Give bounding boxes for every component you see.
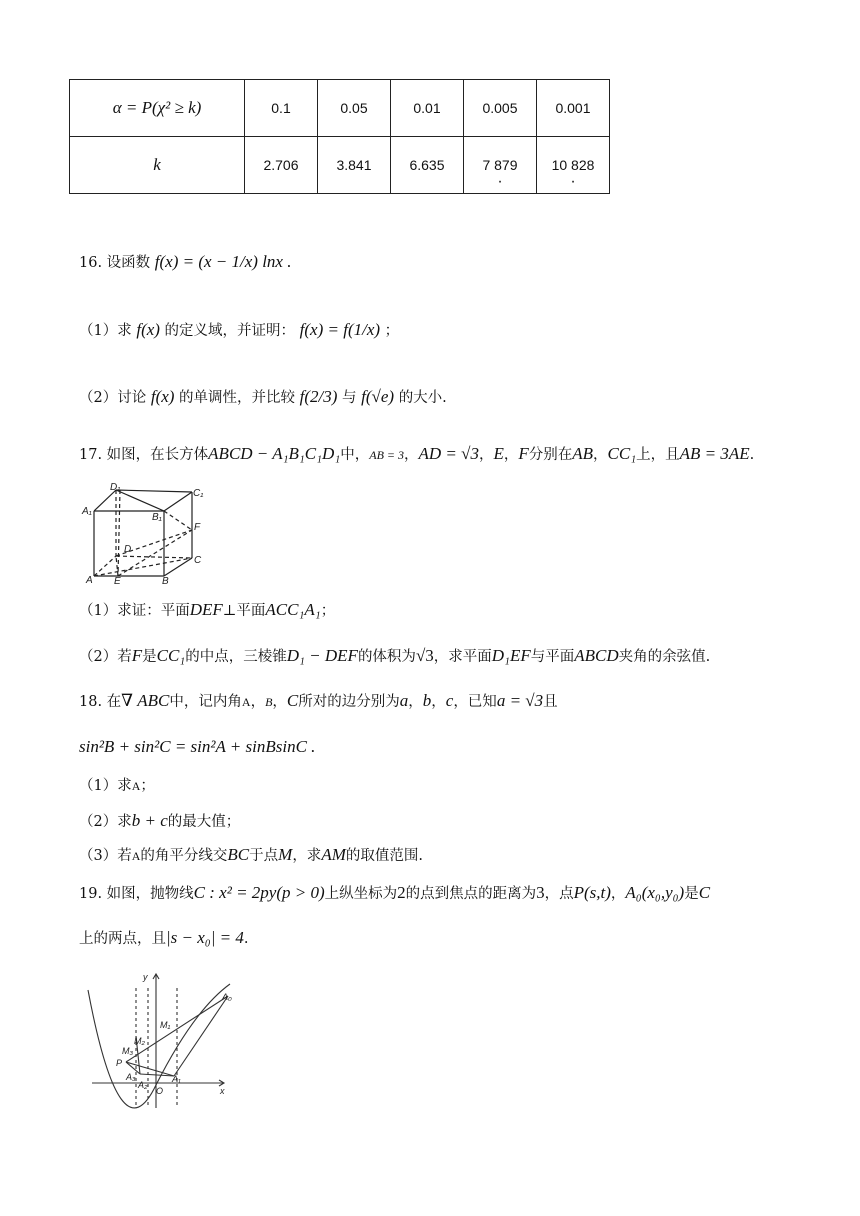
formula: A <box>241 695 251 709</box>
formula: AB <box>572 444 594 463</box>
text: 与平面 <box>530 649 575 665</box>
text: ，已知 <box>453 694 497 710</box>
q19-stem <box>79 883 710 904</box>
text: 如图，在长方体 <box>106 447 209 463</box>
k-cell: 6.635 <box>391 137 464 194</box>
formula: AB = 3AE <box>679 444 750 463</box>
formula: C <box>698 883 711 902</box>
text: （2）求 <box>79 814 132 830</box>
k-value: 7 879 · <box>482 157 517 173</box>
text: 的单调性，并比较 <box>179 390 296 406</box>
text: ，求 <box>292 848 322 864</box>
text: 在 <box>106 694 122 710</box>
text: . <box>749 447 755 463</box>
formula: F <box>131 646 143 665</box>
vertex-label: B <box>162 576 169 587</box>
formula: ABCD <box>574 646 619 665</box>
point-label: A₀ <box>222 992 232 1002</box>
q16-part1 <box>79 320 399 341</box>
text: ， <box>610 886 626 902</box>
q16-stem <box>79 252 291 273</box>
text: ， <box>408 694 423 710</box>
point-label: M₂ <box>134 1036 145 1046</box>
text: 分别在 <box>528 447 573 463</box>
formula: BC <box>227 845 250 864</box>
vertex-label: A₁ <box>82 506 92 517</box>
question-number: 18. <box>79 694 103 710</box>
alpha-cell: 0.001 <box>537 80 610 137</box>
formula: A <box>131 849 141 863</box>
text: ； <box>384 323 400 339</box>
formula: 3 <box>536 883 545 902</box>
text: 所对的边分别为 <box>298 694 400 710</box>
text: 的取值范围. <box>345 848 423 864</box>
point-label: M₁ <box>160 1020 171 1030</box>
axis-label: y <box>143 972 148 982</box>
q18-condition <box>79 737 315 758</box>
vertex-label: B₁ <box>152 512 162 523</box>
q18-part1 <box>79 776 155 796</box>
alpha-row <box>70 80 610 137</box>
formula: f(x) <box>150 387 175 406</box>
formula: f(x) = (x − 1/x) lnx . <box>154 252 292 271</box>
k-cell: 2.706 <box>245 137 318 194</box>
text: 中，记内角 <box>169 694 242 710</box>
text: （1）求 <box>79 323 132 339</box>
vertex-label: C <box>194 555 202 566</box>
q17-part2 <box>79 646 710 667</box>
k-value: 10 828 · <box>552 157 595 173</box>
alpha-header-cell: α = P(χ² ≥ k) <box>70 80 245 137</box>
formula: 2 <box>397 883 406 902</box>
formula: E <box>493 444 504 463</box>
formula: c <box>445 691 454 710</box>
formula: C <box>286 691 299 710</box>
formula: sin²B + sin²C = sin²A + sinBsinC . <box>79 737 316 756</box>
text: ， <box>431 694 446 710</box>
formula: DEF <box>189 600 223 619</box>
formula: B <box>265 695 273 709</box>
alpha-cell: 0.01 <box>391 80 464 137</box>
q18-part2 <box>79 811 240 832</box>
formula: ∇ ABC <box>121 691 170 710</box>
formula: A <box>131 779 141 793</box>
vertex-label: F <box>194 522 201 533</box>
text: 的定义域，并证明： <box>164 323 296 339</box>
q16-part2 <box>79 387 447 408</box>
text: 与 <box>342 390 357 406</box>
hidden-edge <box>116 556 192 558</box>
text: 且 <box>543 694 558 710</box>
alpha-cell: 0.005 <box>464 80 537 137</box>
text: ； <box>320 603 336 619</box>
q18-part3 <box>79 845 423 866</box>
edge <box>94 490 116 511</box>
formula: ACC₁A₁ <box>265 600 321 619</box>
parabola-figure <box>82 970 232 1110</box>
formula: AB = 3 <box>369 448 405 462</box>
text: 的最大值； <box>167 814 241 830</box>
edge <box>164 492 192 511</box>
point-label: M₃ <box>122 1046 134 1056</box>
text: 是 <box>684 886 699 902</box>
formula: f(x) = f(1/x) <box>299 320 381 339</box>
formula: √3 <box>415 646 434 665</box>
formula: A₀(x₀,y₀) <box>625 883 685 902</box>
text: （2）讨论 <box>79 390 147 406</box>
k-header-cell: k <box>70 137 245 194</box>
text: ， <box>272 694 287 710</box>
text: 是 <box>142 649 157 665</box>
formula: C : x² = 2py(p > 0) <box>193 883 325 902</box>
text: 上的两点，且 <box>79 931 166 947</box>
k-cell: 3.841 <box>318 137 391 194</box>
point-label: P <box>116 1058 123 1068</box>
point-label: A₂ <box>138 1080 148 1090</box>
formula: F <box>518 444 529 463</box>
question-number: 19. <box>79 886 103 902</box>
text: （1）求证：平面 <box>79 603 190 619</box>
question-number: 17. <box>79 447 103 463</box>
q19-stem-cont <box>79 928 248 949</box>
k-cell <box>464 137 537 194</box>
critical-value-table <box>69 79 610 194</box>
question-number: 16. <box>79 255 103 271</box>
text: 于点 <box>249 848 279 864</box>
formula: CC₁ <box>607 444 637 463</box>
q18-stem <box>79 691 558 712</box>
formula: f(√e) <box>361 387 395 406</box>
formula: b <box>422 691 432 710</box>
text: . <box>243 931 249 947</box>
formula: AD = √3 <box>418 444 479 463</box>
vertex-label: E <box>114 576 121 587</box>
chord <box>174 996 228 1076</box>
text: ，点 <box>544 886 574 902</box>
text: ， <box>250 694 266 710</box>
formula: a <box>399 691 409 710</box>
text: 设函数 <box>106 255 151 271</box>
text: 上纵坐标为 <box>324 886 398 902</box>
text: （1）求 <box>79 778 132 794</box>
text: 如图，抛物线 <box>106 886 194 902</box>
text: ， <box>503 447 519 463</box>
vertex-label: A <box>86 575 93 586</box>
formula: b + c <box>131 811 168 830</box>
text: ， <box>478 447 494 463</box>
formula: D₁EF <box>491 646 531 665</box>
edge <box>116 490 192 492</box>
hidden-edge <box>164 511 192 530</box>
formula: a = √3 <box>496 691 544 710</box>
formula: M <box>278 845 293 864</box>
alpha-cell: 0.1 <box>245 80 318 137</box>
hidden-edge <box>116 556 118 576</box>
text: （3）若 <box>79 848 132 864</box>
axis-label: x <box>220 1086 225 1096</box>
text: 的体积为 <box>357 649 416 665</box>
text: （2）若 <box>79 649 132 665</box>
point-label: A₁ <box>172 1074 181 1084</box>
text: ， <box>404 447 419 463</box>
text: 上，且 <box>636 447 680 463</box>
hidden-edge <box>118 490 120 576</box>
origin-label: O <box>156 1086 164 1096</box>
text: 的中点，三棱锥 <box>185 649 287 665</box>
formula: D₁ − DEF <box>286 646 358 665</box>
vertex-label: C₁ <box>193 488 204 499</box>
alpha-cell: 0.05 <box>318 80 391 137</box>
vertex-label: D₁ <box>110 482 121 493</box>
cuboid-figure <box>80 480 210 588</box>
text: ，求平面 <box>433 649 492 665</box>
formula: |s − x₀| = 4 <box>166 928 244 947</box>
k-row <box>70 137 610 194</box>
text: 夹角的余弦值. <box>618 649 711 665</box>
text: 的角平分线交 <box>140 848 228 864</box>
text: 的大小. <box>398 390 447 406</box>
q17-part1 <box>79 600 335 621</box>
q17-stem <box>79 444 754 465</box>
text: ， <box>593 447 608 463</box>
formula: ABCD − A₁B₁C₁D₁ <box>208 444 341 463</box>
formula: f(x) <box>136 320 160 339</box>
chord <box>126 996 228 1062</box>
text: ⊥平面 <box>222 603 266 619</box>
point-label: A₃ <box>126 1072 136 1082</box>
vertex-label: D <box>124 544 132 555</box>
text: ； <box>140 778 155 794</box>
k-cell <box>537 137 610 194</box>
text: 的点到焦点的距离为 <box>405 886 537 902</box>
hidden-edge <box>94 556 116 576</box>
formula: P(s,t) <box>573 883 611 902</box>
formula: f(2/3) <box>299 387 338 406</box>
formula: CC₁ <box>156 646 186 665</box>
edge <box>116 490 164 511</box>
formula: AM <box>321 845 346 864</box>
text: 中， <box>340 447 370 463</box>
